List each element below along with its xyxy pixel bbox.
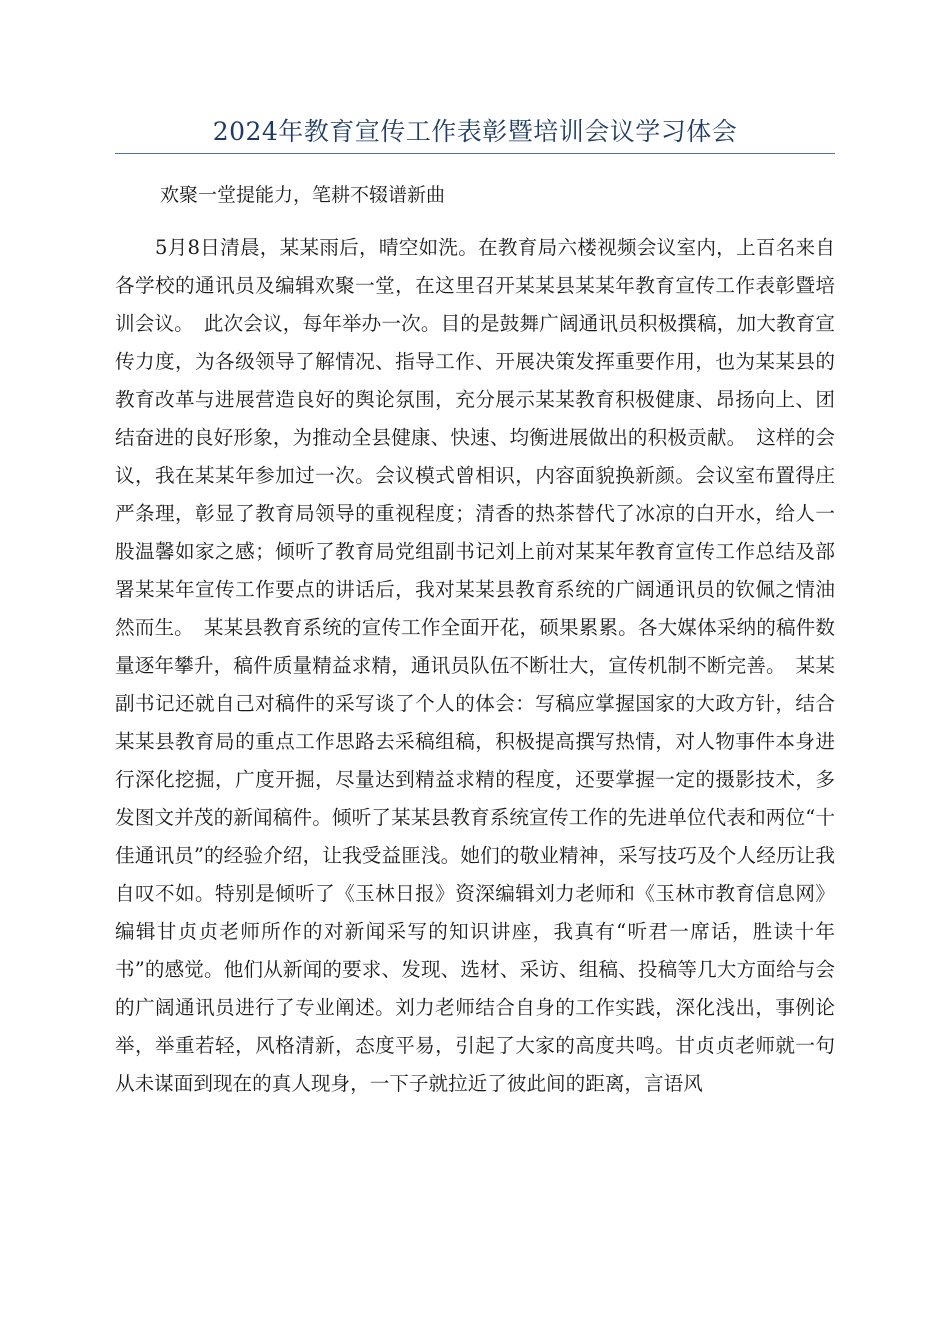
body-paragraph: 5月8日清晨，某某雨后，晴空如洗。在教育局六楼视频会议室内，上百名来自各学校的通讯员及编辑欢聚一堂，在这里召开某某县某某年教育宣传工作表彰暨培训会议。 此次会议，每年举办一次。目的是鼓舞广阔通讯员积极撰稿，加大教育宣传力度，为各级领导了解情况、指导工作、开展决策发挥重要作用，也为某某县的教育改革与进展营造良好的舆论氛围，充分展示某某教育积极健康、昂扬向上、团结奋进的良好形象，为推动全县健康、快速、均衡进展做出的积极贡献。 这样的会议，我在某某年参加过一次。会议模式曾相识，内容面貌换新颜。会议室布置得庄严条理，彰显了教育局领导的重视程度；清香的热茶替代了冰凉的白开水，给人一股温馨如家之感；倾听了教育局党组副书记刘上前对某某年教育宣传工作总结及部署某某年宣传工作要点的讲话后，我对某某县教育系统的广阔通讯员的钦佩之情油然而生。 某某县教育系统的宣传工作全面开花，硕果累累。各大媒体采纳的稿件数量逐年攀升，稿件质量精益求精，通讯员队伍不断壮大，宣传机制不断完善。 某某副书记还就自己对稿件的采写谈了个人的体会：写稿应掌握国家的大政方针，结合某某县教育局的重点工作思路去采稿组稿，积极提高撰写热情，对人物事件本身进行深化挖掘，广度开掘，尽量达到精益求精的程度，还要掌握一定的摄影技术，多发图文并茂的新闻稿件。倾听了某某县教育系统宣传工作的先进单位代表和两位“十佳通讯员”的经验介绍，让我受益匪浅。她们的敬业精神，采写技巧及个人经历让我自叹不如。特别是倾听了《玉林日报》资深编辑刘力老师和《玉林市教育信息网》编辑甘贞贞老师所作的对新闻采写的知识讲座，我真有“听君一席话，胜读十年书”的感觉。他们从新闻的要求、发现、选材、采访、组稿、投稿等几大方面给与会的广阔通讯员进行了专业阐述。刘力老师结合自身的工作实践，深化浅出，事例论举，举重若轻，风格清新，态度平易，引起了大家的高度共鸣。甘贞贞老师就一句从未谋面到现在的真人现身，一下子就拉近了彼此间的距离，言语风 [115, 236, 835, 1095]
document-title: 2024年教育宣传工作表彰暨培训会议学习体会 [212, 117, 738, 146]
title-underline [115, 153, 835, 154]
document-subtitle: 欢聚一堂提能力，笔耕不辍谱新曲 [160, 184, 446, 206]
